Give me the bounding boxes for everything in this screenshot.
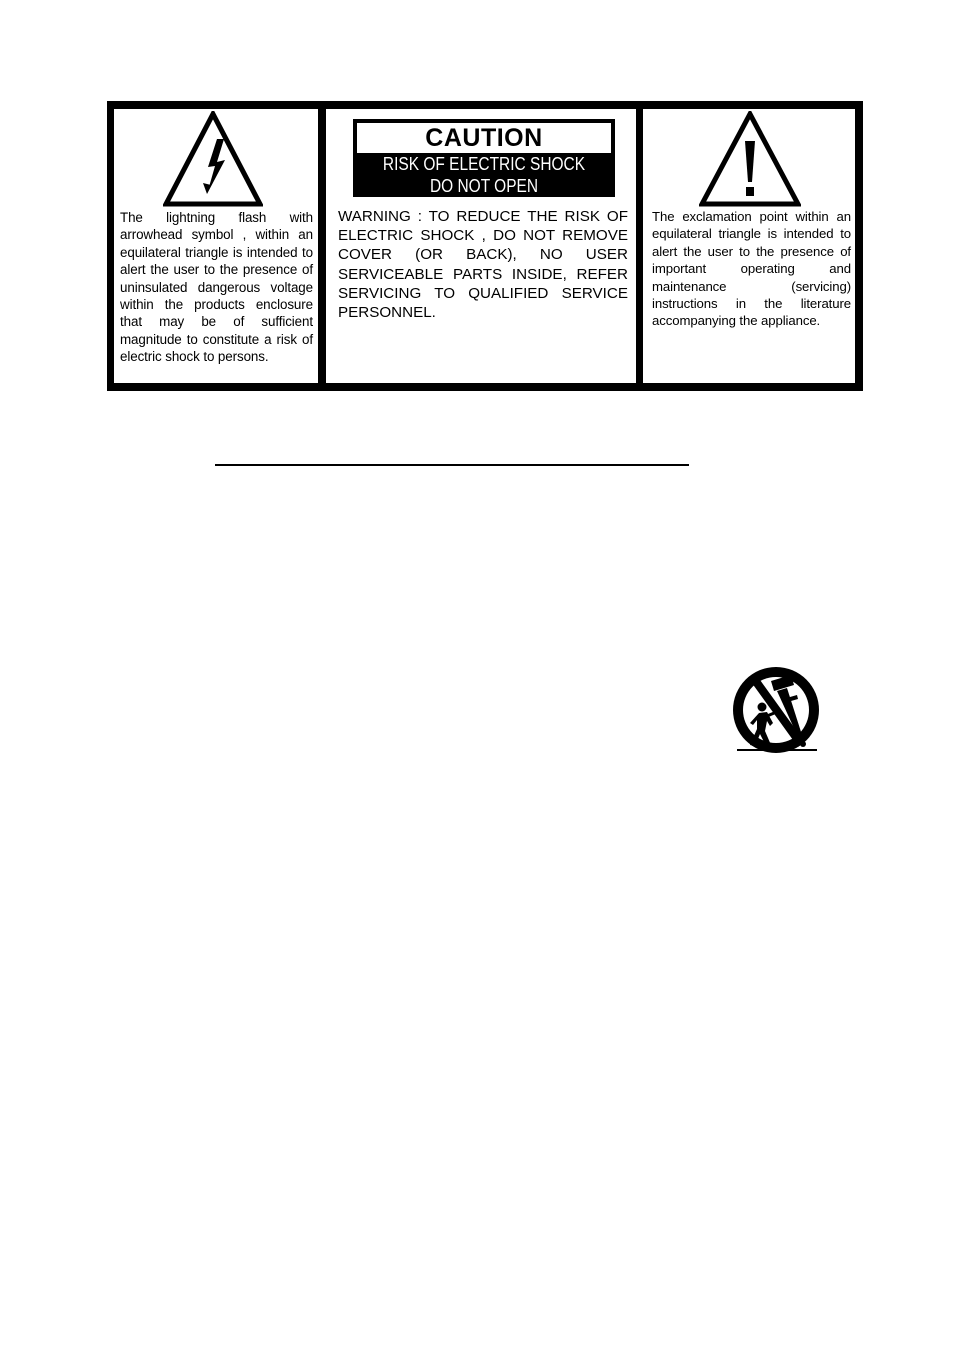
- caution-label: [353, 119, 615, 197]
- warning-text: WARNING : TO REDUCE THE RISK OF ELECTRIC SHOCK , DO NOT REMOVE COVER (OR BACK), NO USER SERVICEABLE PARTS INSIDE, REFER SERVICING TO QUALIFIED SERVICE PERSONNEL.: [338, 208, 628, 322]
- divider-rule: [215, 464, 689, 466]
- lightning-symbol-explanation: The lightning flash with arrowhead symbol , within an equilateral triangle is intended to alert the user to the presence of uninsulated dangerous voltage within the products enclosure that may be of sufficient magnitude to constitute a risk of electric shock to persons.: [120, 210, 313, 365]
- lightning-warning-panel: [114, 109, 318, 383]
- do-not-open-line: DO NOT OPEN: [429, 176, 539, 196]
- risk-of-shock-line: RISK OF ELECTRIC SHOCK: [382, 154, 586, 174]
- caution-panel: [326, 109, 636, 383]
- exclamation-symbol-explanation: The exclamation point within an equilateral triangle is intended to alert the user to the presence of important operating and maintenance (servicing) instructions in the literature accompanying the appliance.: [652, 209, 851, 329]
- caution-title: CAUTION: [357, 123, 611, 153]
- exclamation-warning-panel: [643, 109, 855, 383]
- lightning-triangle-icon: [163, 111, 263, 207]
- exclamation-triangle-icon: [699, 111, 801, 207]
- safety-warning-banner: [107, 101, 863, 391]
- cart-tip-over-warning-icon: [727, 665, 825, 757]
